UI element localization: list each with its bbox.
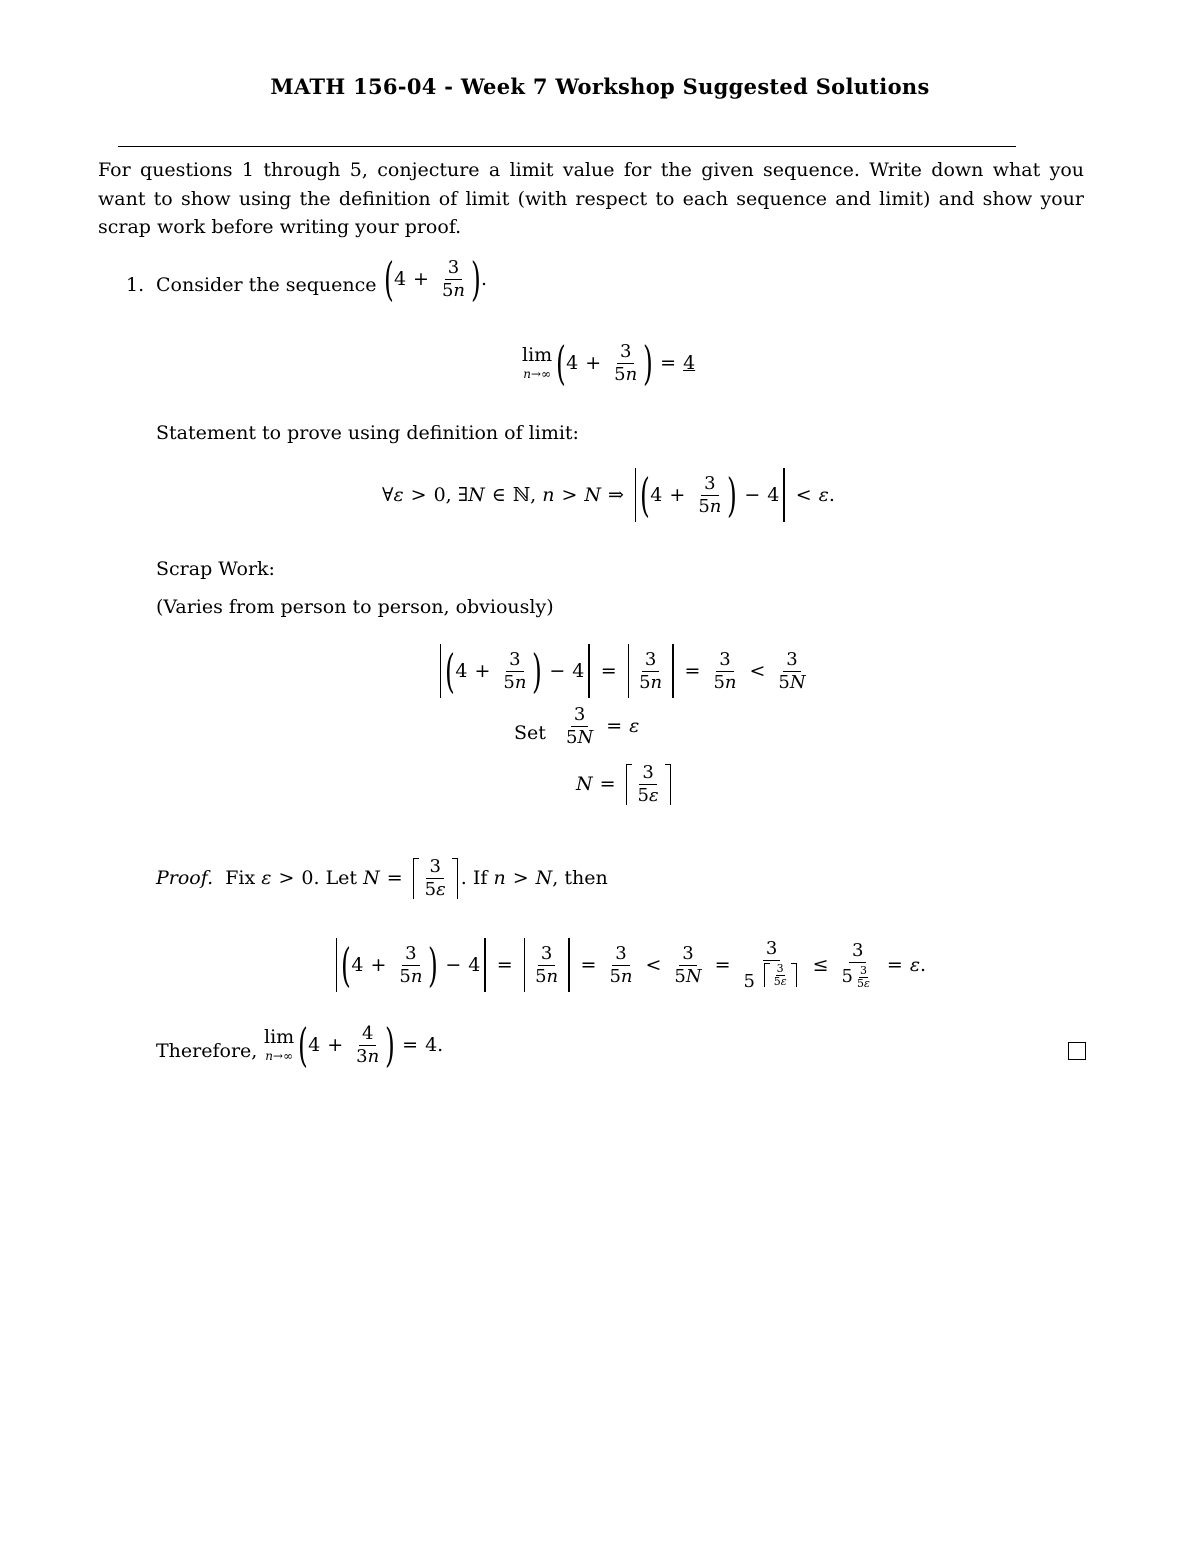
q1-proof-if: If [472, 867, 488, 889]
q1-proof-let: Let [325, 867, 358, 889]
qed-box [1068, 1042, 1086, 1060]
q1-sequence: ( 4 + $\frac{3}{5n}$ ) . [384, 252, 488, 306]
q1-set-label: Set [514, 722, 546, 744]
q1-scrap-note: (Varies from person to person, obviously) [156, 596, 554, 618]
q1-proof-line: Proof. Fix ε > 0. Let N = $\frac{3}{5\varepsilon}$ . If n > N , then [156, 856, 608, 900]
q1-proof-fix: Fix [225, 867, 256, 889]
q1-final-value: 4. [425, 1033, 444, 1056]
q1-scrap-line-1: ( 4 + $\frac{3}{5n}$ ) − 4 = $\frac{3}{5n}$ = $\frac{3}{5n}$ < $\frac{3}{5N}$ [436, 644, 812, 698]
q1-limit-value: 4 [683, 351, 696, 374]
intro-paragraph: For questions 1 through 5, conjecture a limit value for the given sequence. Write down what you want to show using the definition of limit (with respect to each sequence and limit) and show your scrap work before writing your proof. [98, 159, 1084, 238]
page-title: MATH 156-04 - Week 7 Workshop Suggested Solutions [270, 74, 930, 99]
q1-statement-label: Statement to prove using definition of limit: [156, 422, 579, 444]
q1-scrap-line-3: N = $\frac{3}{5\varepsilon}$ [576, 764, 674, 805]
q1-scrap-line-2: $\frac{3}{5N}$ = ε [566, 704, 640, 748]
q1-epsilon-statement: ∀ ε > 0, ∃ N ∈ ℕ, n > N ⇒ ( 4 + $\frac{3}{5n}$ ) − 4 < ε . [382, 468, 835, 522]
q1-proof-then: then [564, 867, 608, 889]
q1-scrap-label: Scrap Work: [156, 558, 275, 580]
q1-conclusion: lim n→∞ ( 4 + $\frac{4}{3n}$ ) = 4. [264, 1018, 444, 1072]
q1-lead: Consider the sequence [156, 274, 377, 296]
q1-limit-display: lim n→∞ ( 4 + $\frac{3}{5n}$ ) = 4 [522, 336, 696, 390]
q1-number: 1. [126, 274, 145, 296]
q1-proof-label: Proof. [156, 867, 214, 889]
q1-proof-chain: ( 4 + $\frac{3}{5n}$ ) − 4 = $\frac{3}{5n}$ = $\frac{3}{5n}$ < $\frac{3}{5N}$ = 3 5 $\frac{3}{5\varepsilon}$ ≤ 3 5 $\frac{3}{5\varepsilon}$ = ε . [332, 938, 926, 992]
q1-therefore: Therefore, [156, 1040, 258, 1062]
title-rule [118, 146, 1016, 147]
